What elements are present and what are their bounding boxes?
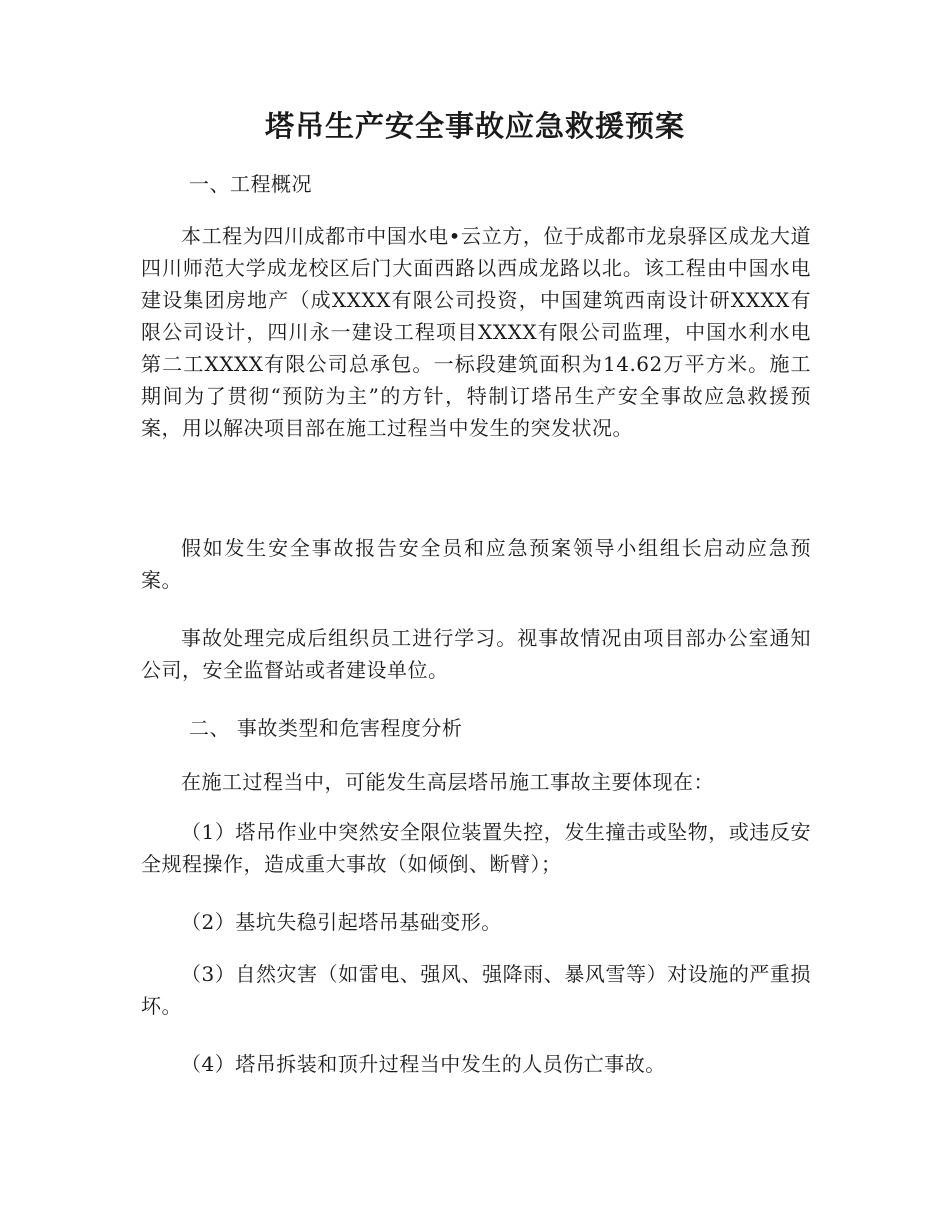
- paragraph-accident-intro: 在施工过程当中，可能发生高层塔吊施工事故主要体现在：: [181, 770, 714, 794]
- list-item-3: （3）自然灾害（如雷电、强风、强降雨、暴风雪等）对设施的严重损坏。: [141, 962, 811, 1018]
- paragraph-project-overview: 本工程为四川成都市中国水电•云立方，位于成都市龙泉驿区成龙大道四川师范大学成龙校区后门大面西路以西成龙路以北。该工程由中国水电建设集团房地产（成XXXX有限公司投资，中国建筑西南设计研XXXX有限公司设计，四川永一建设工程项目XXXX有限公司监理，中国水利水电第二工XXXX有限公司总承包。一标段建筑面积为14.62万平方米。施工期间为了贯彻“预防为主”的方针，特制订塔吊生产安全事故应急救援预案，用以解决项目部在施工过程当中发生的突发状况。: [141, 224, 811, 440]
- list-item-2: （2）基坑失稳引起塔吊基础变形。: [181, 910, 502, 934]
- list-item-4: （4）塔吊拆装和顶升过程当中发生的人员伤亡事故。: [181, 1052, 666, 1076]
- document-title: 塔吊生产安全事故应急救援预案: [264, 109, 685, 143]
- paragraph-emergency-report: 假如发生安全事故报告安全员和应急预案领导小组组长启动应急预案。: [141, 536, 811, 592]
- section-heading-accident-types: 二、 事故类型和危害程度分析: [189, 716, 463, 740]
- section-heading-overview: 一、工程概况: [189, 172, 312, 196]
- paragraph-after-handling: 事故处理完成后组织员工进行学习。视事故情况由项目部办公室通知公司，安全监督站或者建设单位。: [141, 626, 811, 682]
- list-item-1: （1）塔吊作业中突然安全限位装置失控，发生撞击或坠物，或违反安全规程操作，造成重大事故（如倾倒、断臂）；: [141, 820, 811, 876]
